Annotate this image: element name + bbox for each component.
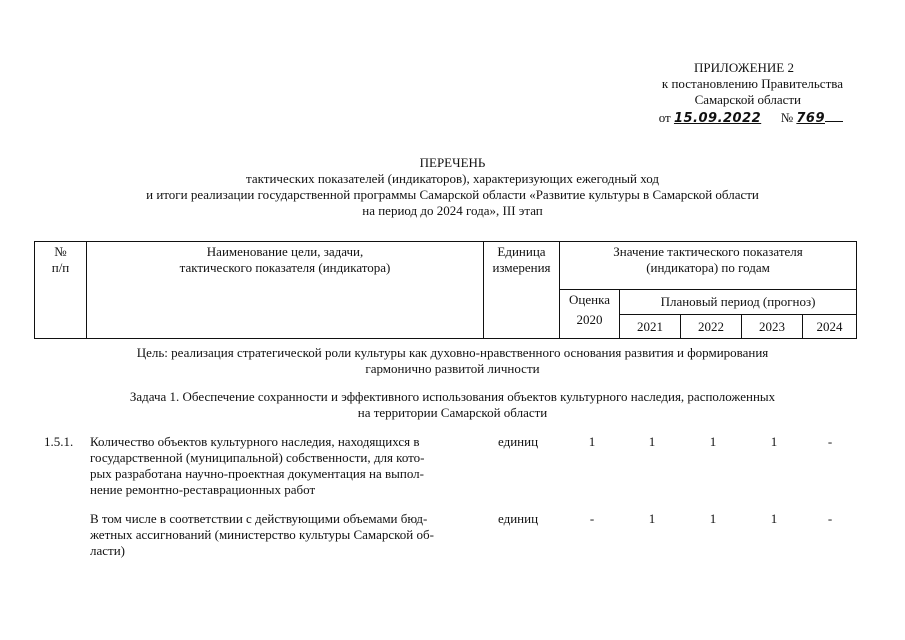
decree-number: 769 xyxy=(796,111,825,126)
header-num-cell xyxy=(35,242,87,339)
header-unit-line2: измерения xyxy=(492,260,551,275)
header-year-2023: 2023 xyxy=(742,315,803,339)
indicator-unit: единиц xyxy=(498,434,539,449)
value-2022: 1 xyxy=(709,511,717,526)
indicator-name-line: нение ремонтно-реставрационных работ xyxy=(90,482,316,497)
title-heading: ПЕРЕЧЕНЬ xyxy=(419,155,486,170)
title-line-3: на период до 2024 года», III этап xyxy=(362,203,543,218)
header-name-cell xyxy=(87,242,484,339)
value-2023: 1 xyxy=(770,511,778,526)
header-name-line1: Наименование цели, задачи, xyxy=(206,244,364,259)
header-estimate-cell xyxy=(560,290,620,339)
indicator-name xyxy=(90,434,475,498)
indicator-table-header xyxy=(34,241,857,339)
goal-line-2: гармонично развитой личности xyxy=(365,361,540,376)
header-estimate: Оценка xyxy=(569,292,610,307)
appendix-title: ПРИЛОЖЕНИЕ 2 xyxy=(694,60,794,75)
indicator-name-line: ласти) xyxy=(90,543,125,558)
value-2021: 1 xyxy=(648,434,656,449)
task-section xyxy=(0,389,905,421)
goal-line-1: Цель: реализация стратегической роли культуры как духовно-нравственного основания развития и формирования xyxy=(136,345,769,360)
number-prefix: № xyxy=(780,110,794,125)
indicator-name-line: жетных ассигнований (министерство культуры Самарской об- xyxy=(90,527,434,542)
document-title xyxy=(0,155,905,219)
value-2024: - xyxy=(827,511,833,526)
header-name-line2: тактического показателя (индикатора) xyxy=(179,260,391,275)
value-2021: 1 xyxy=(648,511,656,526)
header-num-line1: № xyxy=(54,244,67,259)
header-values-line2: (индикатора) по годам xyxy=(646,260,770,275)
header-unit-cell xyxy=(484,242,560,339)
appendix-decree: к постановлению Правительства xyxy=(661,76,843,91)
goal-section xyxy=(0,345,905,377)
header-values-line1: Значение тактического показателя xyxy=(613,244,803,259)
task-line-2: на территории Самарской области xyxy=(357,405,548,420)
title-line-1: тактических показателей (индикаторов), характеризующих ежегодный ход xyxy=(246,171,659,186)
header-year-2021: 2021 xyxy=(620,315,681,339)
appendix-date-line xyxy=(583,110,843,127)
indicator-name xyxy=(90,511,475,559)
header-year-2024: 2024 xyxy=(803,315,857,339)
value-2023: 1 xyxy=(770,434,778,449)
value-2020: 1 xyxy=(588,434,596,449)
indicator-name-line: В том числе в соответствии с действующими объемами бюд- xyxy=(90,511,428,526)
header-plan-cell: Плановый период (прогноз) xyxy=(620,290,857,315)
appendix-region: Самарской области xyxy=(694,92,801,107)
value-2022: 1 xyxy=(709,434,717,449)
value-2020: - xyxy=(589,511,595,526)
appendix-header xyxy=(583,60,843,127)
value-2024: - xyxy=(827,434,833,449)
task-line-1: Задача 1. Обеспечение сохранности и эффективного использования объектов культурного наследия, расположенных xyxy=(129,389,776,404)
header-year-2020: 2020 xyxy=(576,312,603,327)
header-values-cell xyxy=(560,242,857,290)
header-num-line2: п/п xyxy=(51,260,70,275)
decree-date: 15.09.2022 xyxy=(673,111,762,126)
title-line-2: и итоги реализации государственной программы Самарской области «Развитие культуры в Самарской области xyxy=(146,187,759,202)
indicator-name-line: государственной (муниципальной) собственности, для кото- xyxy=(90,450,425,465)
date-prefix: от xyxy=(658,110,671,125)
header-year-2022: 2022 xyxy=(681,315,742,339)
indicator-name-line: рых разработана научно-проектная документация на выпол- xyxy=(90,466,424,481)
header-unit-line1: Единица xyxy=(497,244,546,259)
indicator-unit: единиц xyxy=(498,511,539,526)
indicator-name-line: Количество объектов культурного наследия, находящихся в xyxy=(90,434,420,449)
row-number: 1.5.1. xyxy=(44,434,74,449)
